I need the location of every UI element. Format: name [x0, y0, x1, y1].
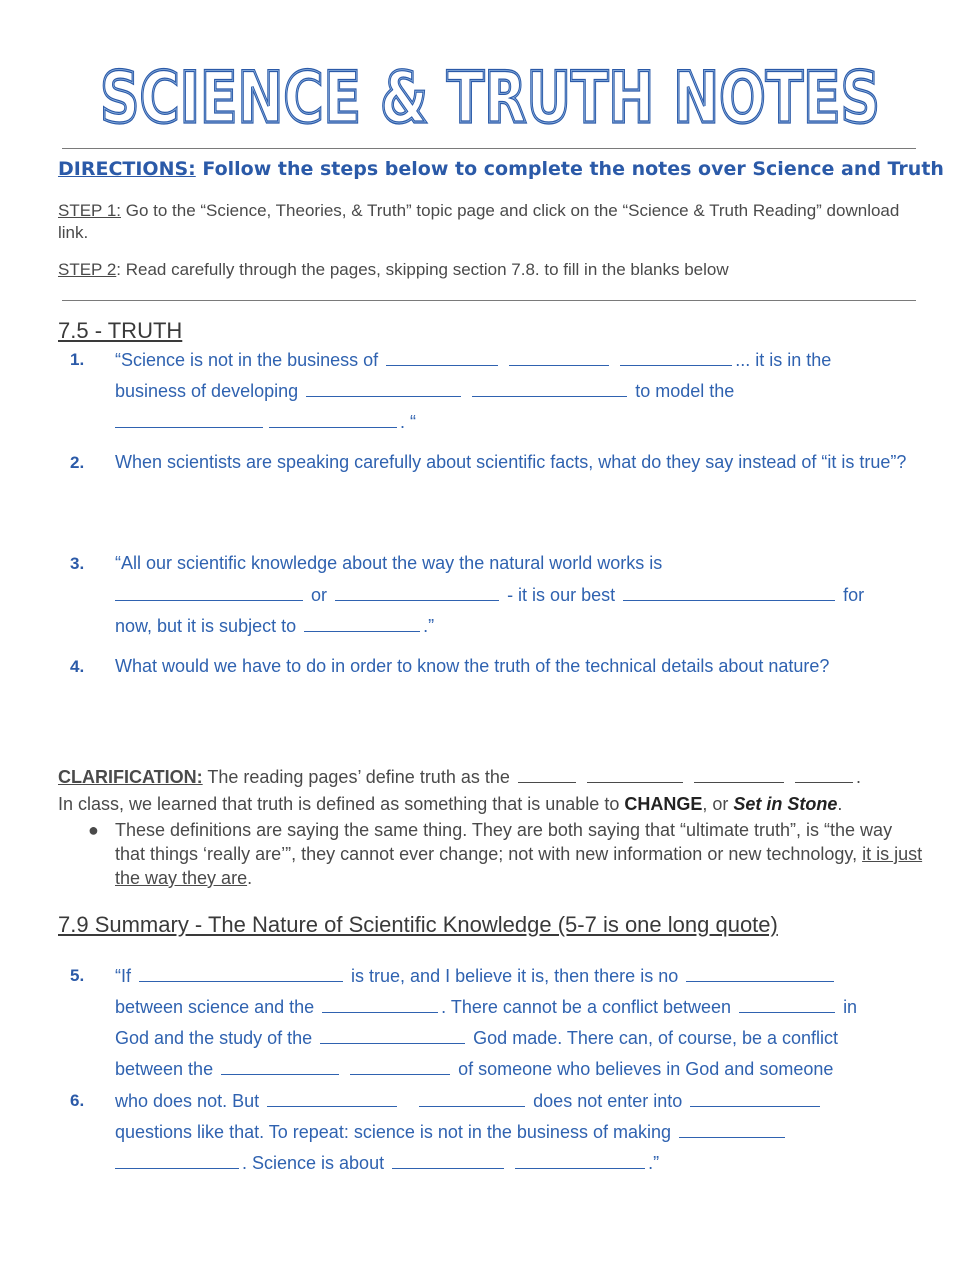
bullet-text: These definitions are saying the same thing. They are both saying that “ultimate truth”, is “the way that things ‘really are’”, they cannot ever change; not with new information or new technology,: [115, 820, 893, 864]
section-heading-summary: 7.9 Summary - The Nature of Scientific Knowledge (5-7 is one long quote): [58, 912, 778, 937]
q5-text-h: between the: [115, 1059, 214, 1079]
clarification-text-e: .: [837, 794, 843, 814]
clarification-label: CLARIFICATION:: [58, 767, 203, 787]
question-4-text: What would we have to do in order to know the truth of the technical details about nature?: [115, 656, 830, 676]
q6-text-b: does not enter into: [533, 1091, 683, 1111]
clarification-text-d: , or: [702, 794, 734, 814]
question-4-number: 4.: [70, 657, 85, 676]
divider-middle: [62, 300, 916, 301]
title-text-outline: SCIENCE & TRUTH NOTES: [100, 57, 880, 139]
question-5-line-1: [115, 965, 837, 987]
blank[interactable]: [320, 1027, 465, 1044]
question-3-line-2: [115, 584, 864, 606]
question-6-line-1: [115, 1090, 823, 1112]
question-3-number: 3.: [70, 554, 85, 573]
blank[interactable]: [139, 965, 343, 982]
section-heading-truth: 7.5 - TRUTH: [58, 318, 183, 343]
question-2-text: When scientists are speaking carefully about scientific facts, what do they say instead of “it is true”?: [115, 452, 907, 472]
q6-text-d: . Science is about: [242, 1153, 385, 1173]
step-1-text: Go to the “Science, Theories, & Truth” topic page and click on the “Science & Truth Reading” download link.: [58, 201, 900, 242]
clarification-text-a: The reading pages’ define truth as the: [202, 767, 510, 787]
q1-text-a: “Science is not in the business of: [115, 350, 379, 370]
blank[interactable]: [679, 1121, 785, 1138]
q5-text-g: God made. There can, of course, be a conflict: [473, 1028, 839, 1048]
clarification-line-1: [58, 766, 861, 788]
clarification-text-b: .: [855, 767, 861, 787]
blank[interactable]: [386, 349, 498, 366]
question-5-line-3: [115, 1027, 838, 1049]
question-1-line-3: [115, 411, 416, 433]
bullet-end: .: [247, 868, 253, 888]
question-5-number: 5.: [70, 966, 85, 985]
question-5-line-4: [115, 1058, 833, 1080]
directions: [58, 158, 944, 180]
q1-text-e: . “: [400, 412, 416, 432]
q3-text-e: .”: [423, 616, 435, 636]
q3-text-b: - it is our best: [507, 585, 616, 605]
blank[interactable]: [515, 1152, 645, 1169]
question-1-line-1: [115, 349, 831, 371]
q6-text-c: questions like that. To repeat: science is not in the business of making: [115, 1122, 671, 1142]
blank[interactable]: [795, 766, 853, 783]
step-2-text: : Read carefully through the pages, skipping section 7.8. to fill in the blanks below: [116, 260, 729, 279]
blank[interactable]: [587, 766, 683, 783]
title-text-inner: SCIENCE & TRUTH NOTES: [100, 57, 880, 139]
blank[interactable]: [419, 1090, 525, 1107]
blank[interactable]: [269, 411, 397, 428]
step-2: [58, 259, 918, 281]
blank[interactable]: [472, 380, 627, 397]
q1-text-b: ... it is in the: [735, 350, 832, 370]
clarification-text-c: In class, we learned that truth is defined as something that is unable to: [58, 794, 625, 814]
bullet-marker: ●: [88, 820, 99, 840]
q6-text-a: who does not. But: [115, 1091, 260, 1111]
question-1-number: 1.: [70, 350, 85, 369]
divider-top: [62, 148, 916, 149]
blank[interactable]: [690, 1090, 820, 1107]
blank[interactable]: [221, 1058, 339, 1075]
title-graphic: [60, 50, 920, 140]
q5-text-e: in: [843, 997, 858, 1017]
bullet-underlined: it is just the way they are: [115, 844, 923, 888]
q5-text-c: between science and the: [115, 997, 315, 1017]
blank[interactable]: [322, 996, 438, 1013]
clarification-bullet: [115, 818, 925, 890]
blank[interactable]: [739, 996, 835, 1013]
q1-text-c: business of developing: [115, 381, 299, 401]
blank[interactable]: [115, 411, 263, 428]
step-2-label: STEP 2: [58, 260, 117, 279]
q5-text-f: God and the study of the: [115, 1028, 313, 1048]
blank[interactable]: [115, 1152, 239, 1169]
clarification-line-2: [58, 794, 842, 815]
q5-text-b: is true, and I believe it is, then there is no: [351, 966, 679, 986]
blank[interactable]: [306, 380, 461, 397]
blank[interactable]: [115, 584, 303, 601]
blank[interactable]: [620, 349, 732, 366]
q5-text-d: . There cannot be a conflict between: [441, 997, 732, 1017]
question-6-line-2: [115, 1121, 788, 1143]
blank[interactable]: [686, 965, 834, 982]
page-title: [60, 50, 920, 140]
q1-text-d: to model the: [635, 381, 735, 401]
question-3-line-3: [115, 615, 434, 637]
q5-text-a: “If: [115, 966, 131, 986]
question-1-line-2: [115, 380, 734, 402]
step-1: [58, 200, 918, 244]
blank[interactable]: [509, 349, 609, 366]
directions-label: DIRECTIONS:: [58, 158, 196, 180]
q3-text-c: for: [843, 585, 865, 605]
step-1-label: STEP 1:: [58, 201, 121, 220]
blank[interactable]: [518, 766, 576, 783]
directions-text: Follow the steps below to complete the notes over Science and Truth: [195, 158, 944, 180]
keyword-change: CHANGE: [624, 794, 703, 814]
question-3-line-1: “All our scientific knowledge about the way the natural world works is: [115, 553, 663, 573]
q5-text-i: of someone who believes in God and someone: [458, 1059, 834, 1079]
q6-text-e: .”: [648, 1153, 660, 1173]
blank[interactable]: [335, 584, 499, 601]
question-6-number: 6.: [70, 1091, 85, 1110]
blank[interactable]: [350, 1058, 450, 1075]
blank[interactable]: [392, 1152, 504, 1169]
question-6-line-3: [115, 1152, 659, 1174]
q3-text-a: or: [311, 585, 328, 605]
blank[interactable]: [267, 1090, 397, 1107]
blank[interactable]: [694, 766, 784, 783]
keyword-set-in-stone: Set in Stone: [733, 794, 838, 814]
q3-text-d: now, but it is subject to: [115, 616, 297, 636]
blank[interactable]: [623, 584, 835, 601]
question-5-line-2: [115, 996, 857, 1018]
blank[interactable]: [304, 615, 420, 632]
question-2-number: 2.: [70, 453, 85, 472]
